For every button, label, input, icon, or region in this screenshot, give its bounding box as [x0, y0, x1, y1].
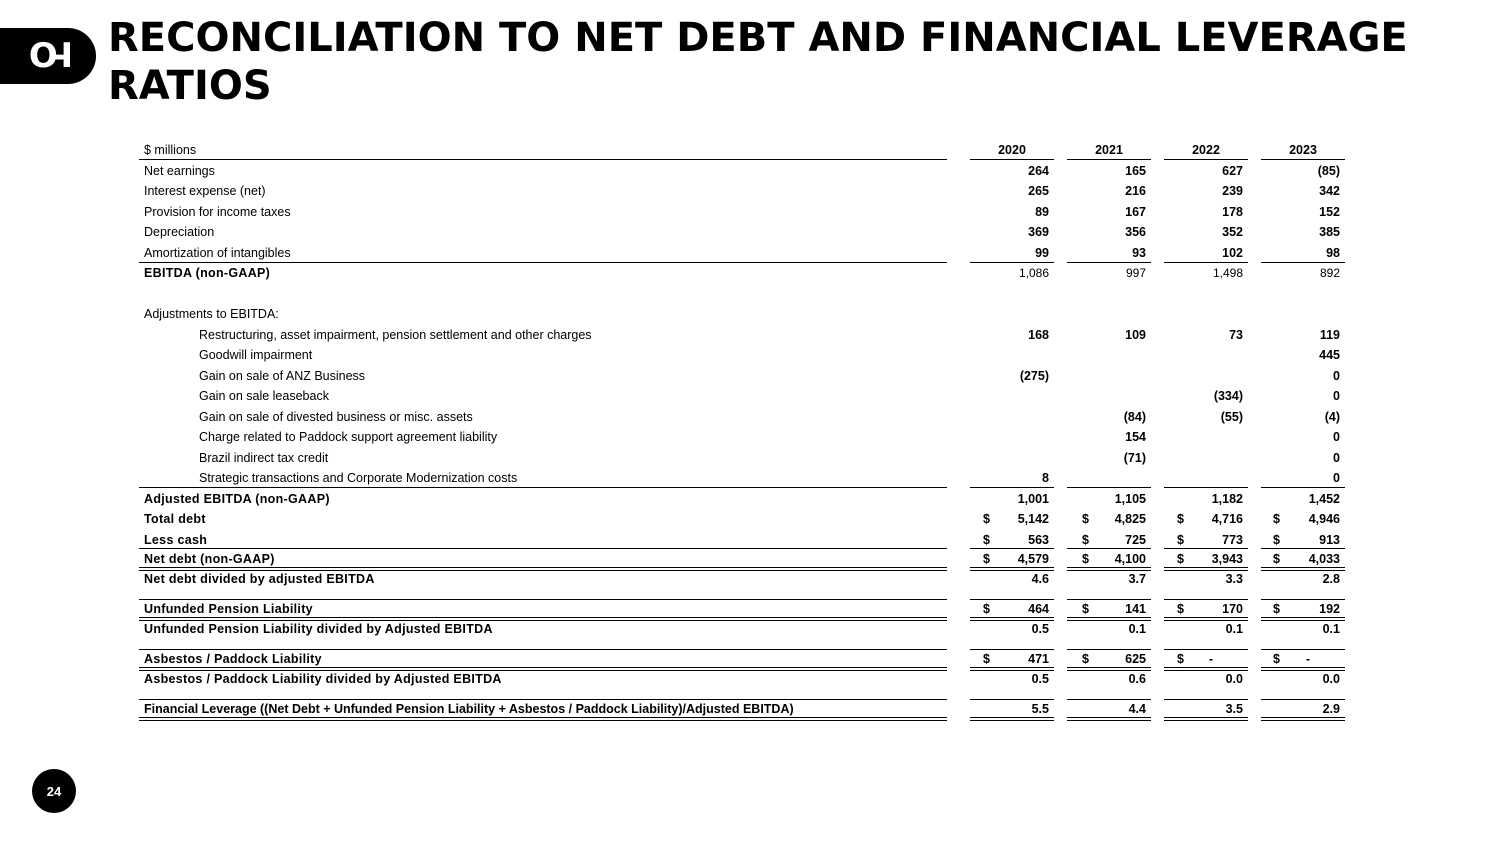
- table-row: [139, 366, 1349, 387]
- row-label: Gain on sale of divested business or misc. assets: [199, 409, 473, 424]
- row-label: Less cash: [144, 532, 208, 547]
- table-cell: (4): [1324, 409, 1340, 424]
- table-cell: 4.4: [1128, 701, 1146, 716]
- row-label: Adjusted EBITDA (non-GAAP): [144, 491, 330, 506]
- table-cell: 154: [1125, 430, 1146, 444]
- currency-symbol: $: [1177, 512, 1184, 526]
- table-cell: 102: [1222, 245, 1243, 260]
- table-cell: 342: [1319, 184, 1340, 198]
- table-row-asbestos-ratio: [139, 669, 1349, 690]
- year-header: 2022: [1192, 143, 1220, 157]
- currency-symbol: $: [1273, 651, 1280, 666]
- table-cell: 725: [1125, 532, 1146, 547]
- table-cell: 445: [1319, 348, 1340, 362]
- table-cell: 1,452: [1308, 491, 1340, 506]
- table-cell: 8: [1042, 471, 1049, 485]
- table-cell: 141: [1125, 601, 1146, 616]
- currency-symbol: $: [1177, 601, 1184, 616]
- table-cell: 464: [1028, 601, 1049, 616]
- table-cell: 4,033: [1308, 551, 1340, 566]
- table-cell: 352: [1222, 225, 1243, 239]
- table-cell: 0.1: [1225, 622, 1243, 636]
- row-label: Depreciation: [144, 225, 215, 239]
- table-cell: 997: [1125, 266, 1146, 280]
- table-cell: 216: [1125, 184, 1146, 198]
- currency-symbol: $: [983, 601, 990, 616]
- table-row: [139, 161, 1349, 182]
- table-cell: 4,946: [1308, 512, 1340, 526]
- currency-symbol: $: [983, 651, 990, 666]
- row-label: EBITDA (non-GAAP): [144, 266, 271, 280]
- table-cell: 4,716: [1211, 512, 1243, 526]
- row-label: Financial Leverage ((Net Debt + Unfunded Pension Liability + Asbestos / Paddock Liability)/Adjusted EBITDA): [144, 701, 794, 716]
- currency-symbol: $: [1177, 551, 1184, 566]
- currency-symbol: $: [983, 532, 990, 547]
- table-cell: 0: [1333, 450, 1340, 465]
- table-row: [139, 386, 1349, 407]
- table-cell: 2.8: [1322, 572, 1340, 586]
- table-cell: 0.6: [1128, 672, 1146, 686]
- year-header: 2020: [998, 143, 1026, 157]
- table-cell: 170: [1222, 601, 1243, 616]
- reconciliation-table: [139, 140, 1349, 719]
- row-label: Asbestos / Paddock Liability: [144, 651, 322, 666]
- table-cell: 625: [1125, 651, 1146, 666]
- table-cell: 3.7: [1128, 572, 1146, 586]
- row-label: Strategic transactions and Corporate Modernization costs: [199, 471, 518, 485]
- table-cell: 356: [1125, 225, 1146, 239]
- section-label: Adjustments to EBITDA:: [144, 307, 279, 321]
- table-cell: 178: [1222, 204, 1243, 219]
- table-cell: 192: [1319, 601, 1340, 616]
- row-label: Restructuring, asset impairment, pension settlement and other charges: [199, 327, 592, 342]
- table-cell: 0: [1333, 471, 1340, 485]
- row-label: Net debt divided by adjusted EBITDA: [144, 572, 375, 586]
- table-cell: (275): [1019, 368, 1049, 383]
- table-cell: 3,943: [1211, 551, 1243, 566]
- table-cell: 1,086: [1018, 266, 1049, 280]
- row-label: Charge related to Paddock support agreement liability: [199, 430, 498, 444]
- row-label: Provision for income taxes: [144, 204, 291, 219]
- table-cell: -: [1305, 651, 1310, 666]
- row-label: Total debt: [144, 512, 206, 526]
- table-cell: 0.5: [1031, 672, 1049, 686]
- table-cell: 89: [1035, 204, 1049, 219]
- currency-symbol: $: [1273, 601, 1280, 616]
- table-cell: (84): [1123, 409, 1146, 424]
- table-cell: 773: [1222, 532, 1243, 547]
- table-cell: 119: [1319, 327, 1340, 342]
- table-row-pension: [139, 599, 1349, 620]
- table-cell: -: [1208, 651, 1213, 666]
- table-row: [139, 407, 1349, 428]
- table-cell: 369: [1028, 225, 1049, 239]
- table-row-asbestos: [139, 649, 1349, 670]
- currency-symbol: $: [1177, 651, 1184, 666]
- table-row: [139, 202, 1349, 223]
- row-label: Unfunded Pension Liability: [144, 601, 313, 616]
- table-cell: (334): [1213, 389, 1243, 403]
- table-cell: 73: [1229, 327, 1243, 342]
- table-row: [139, 325, 1349, 346]
- company-logo: O-I: [0, 28, 96, 84]
- table-row: [139, 448, 1349, 469]
- table-cell: 471: [1028, 651, 1049, 666]
- currency-symbol: $: [1082, 551, 1089, 566]
- row-label: Net earnings: [144, 163, 215, 178]
- table-cell: 264: [1028, 163, 1049, 178]
- table-cell: 2.9: [1322, 701, 1340, 716]
- currency-symbol: $: [1082, 601, 1089, 616]
- row-label: Goodwill impairment: [199, 348, 313, 362]
- table-cell: (55): [1220, 409, 1243, 424]
- table-cell: 0: [1333, 430, 1340, 444]
- table-cell: 0.0: [1322, 672, 1340, 686]
- table-cell: 563: [1028, 532, 1049, 547]
- table-cell: 165: [1125, 163, 1146, 178]
- currency-symbol: $: [1273, 532, 1280, 547]
- table-row: [139, 468, 1349, 489]
- table-cell: 385: [1319, 225, 1340, 239]
- table-row: [139, 181, 1349, 202]
- year-header: 2023: [1289, 143, 1317, 157]
- currency-symbol: $: [1273, 551, 1280, 566]
- table-row-section: [139, 304, 1349, 325]
- table-cell: 0.1: [1322, 622, 1340, 636]
- currency-symbol: $: [1177, 532, 1184, 547]
- table-row-adjusted-ebitda: [139, 489, 1349, 510]
- currency-symbol: $: [1082, 651, 1089, 666]
- table-row: [139, 222, 1349, 243]
- row-label: Asbestos / Paddock Liability divided by Adjusted EBITDA: [144, 672, 502, 686]
- table-cell: 98: [1326, 245, 1340, 260]
- table-cell: 3.5: [1225, 701, 1243, 716]
- currency-symbol: $: [983, 512, 990, 526]
- table-cell: 0.1: [1128, 622, 1146, 636]
- table-header-row: [139, 140, 1349, 161]
- table-row-ebitda: [139, 263, 1349, 284]
- table-cell: 4,100: [1114, 551, 1146, 566]
- currency-symbol: $: [1082, 512, 1089, 526]
- table-cell: 4.6: [1031, 572, 1049, 586]
- table-cell: 1,498: [1212, 266, 1243, 280]
- row-label: Amortization of intangibles: [144, 245, 291, 260]
- row-label: Interest expense (net): [144, 184, 266, 198]
- row-label: Net debt (non-GAAP): [144, 551, 275, 566]
- table-cell: (85): [1317, 163, 1340, 178]
- table-cell: 167: [1125, 204, 1146, 219]
- table-cell: 109: [1125, 327, 1146, 342]
- currency-symbol: $: [1082, 532, 1089, 547]
- table-cell: 4,579: [1017, 551, 1049, 566]
- row-label: Gain on sale leaseback: [199, 389, 329, 403]
- table-cell: 627: [1222, 163, 1243, 178]
- table-cell: 5.5: [1031, 701, 1049, 716]
- year-header: 2021: [1095, 143, 1123, 157]
- table-cell: 1,105: [1114, 491, 1146, 506]
- table-cell: 5,142: [1017, 512, 1049, 526]
- table-cell: 0: [1333, 368, 1340, 383]
- page-title: RECONCILIATION TO NET DEBT AND FINANCIAL LEVERAGE RATIOS: [108, 15, 1408, 109]
- table-cell: 0.0: [1225, 672, 1243, 686]
- row-label: Brazil indirect tax credit: [199, 450, 329, 465]
- table-cell: 0.5: [1031, 622, 1049, 636]
- unit-label: $ millions: [144, 143, 197, 157]
- currency-symbol: $: [1273, 512, 1280, 526]
- table-cell: 1,182: [1211, 491, 1243, 506]
- table-row: [139, 427, 1349, 448]
- table-cell: 93: [1132, 245, 1146, 260]
- table-cell: 0: [1333, 389, 1340, 403]
- table-row-less-cash: [139, 530, 1349, 549]
- table-cell: 168: [1028, 327, 1049, 342]
- table-row: [139, 243, 1349, 264]
- table-cell: 99: [1035, 245, 1049, 260]
- table-cell: 892: [1319, 266, 1340, 280]
- table-row-net-debt: [139, 549, 1349, 570]
- table-cell: 152: [1319, 204, 1340, 219]
- currency-symbol: $: [983, 551, 990, 566]
- table-row-pension-ratio: [139, 619, 1349, 640]
- table-cell: 239: [1222, 184, 1243, 198]
- table-row-financial-leverage: [139, 699, 1349, 720]
- table-cell: 265: [1028, 184, 1049, 198]
- page-number-badge: 24: [32, 769, 76, 813]
- row-label: Gain on sale of ANZ Business: [199, 368, 366, 383]
- table-cell: 1,001: [1017, 491, 1049, 506]
- row-label: Unfunded Pension Liability divided by Adjusted EBITDA: [144, 622, 493, 636]
- table-cell: 4,825: [1114, 512, 1146, 526]
- table-cell: 913: [1319, 532, 1340, 547]
- table-row: [139, 345, 1349, 366]
- table-cell: 3.3: [1225, 572, 1243, 586]
- table-row-net-debt-ratio: [139, 569, 1349, 590]
- table-row-total-debt: [139, 509, 1349, 530]
- table-cell: (71): [1123, 450, 1146, 465]
